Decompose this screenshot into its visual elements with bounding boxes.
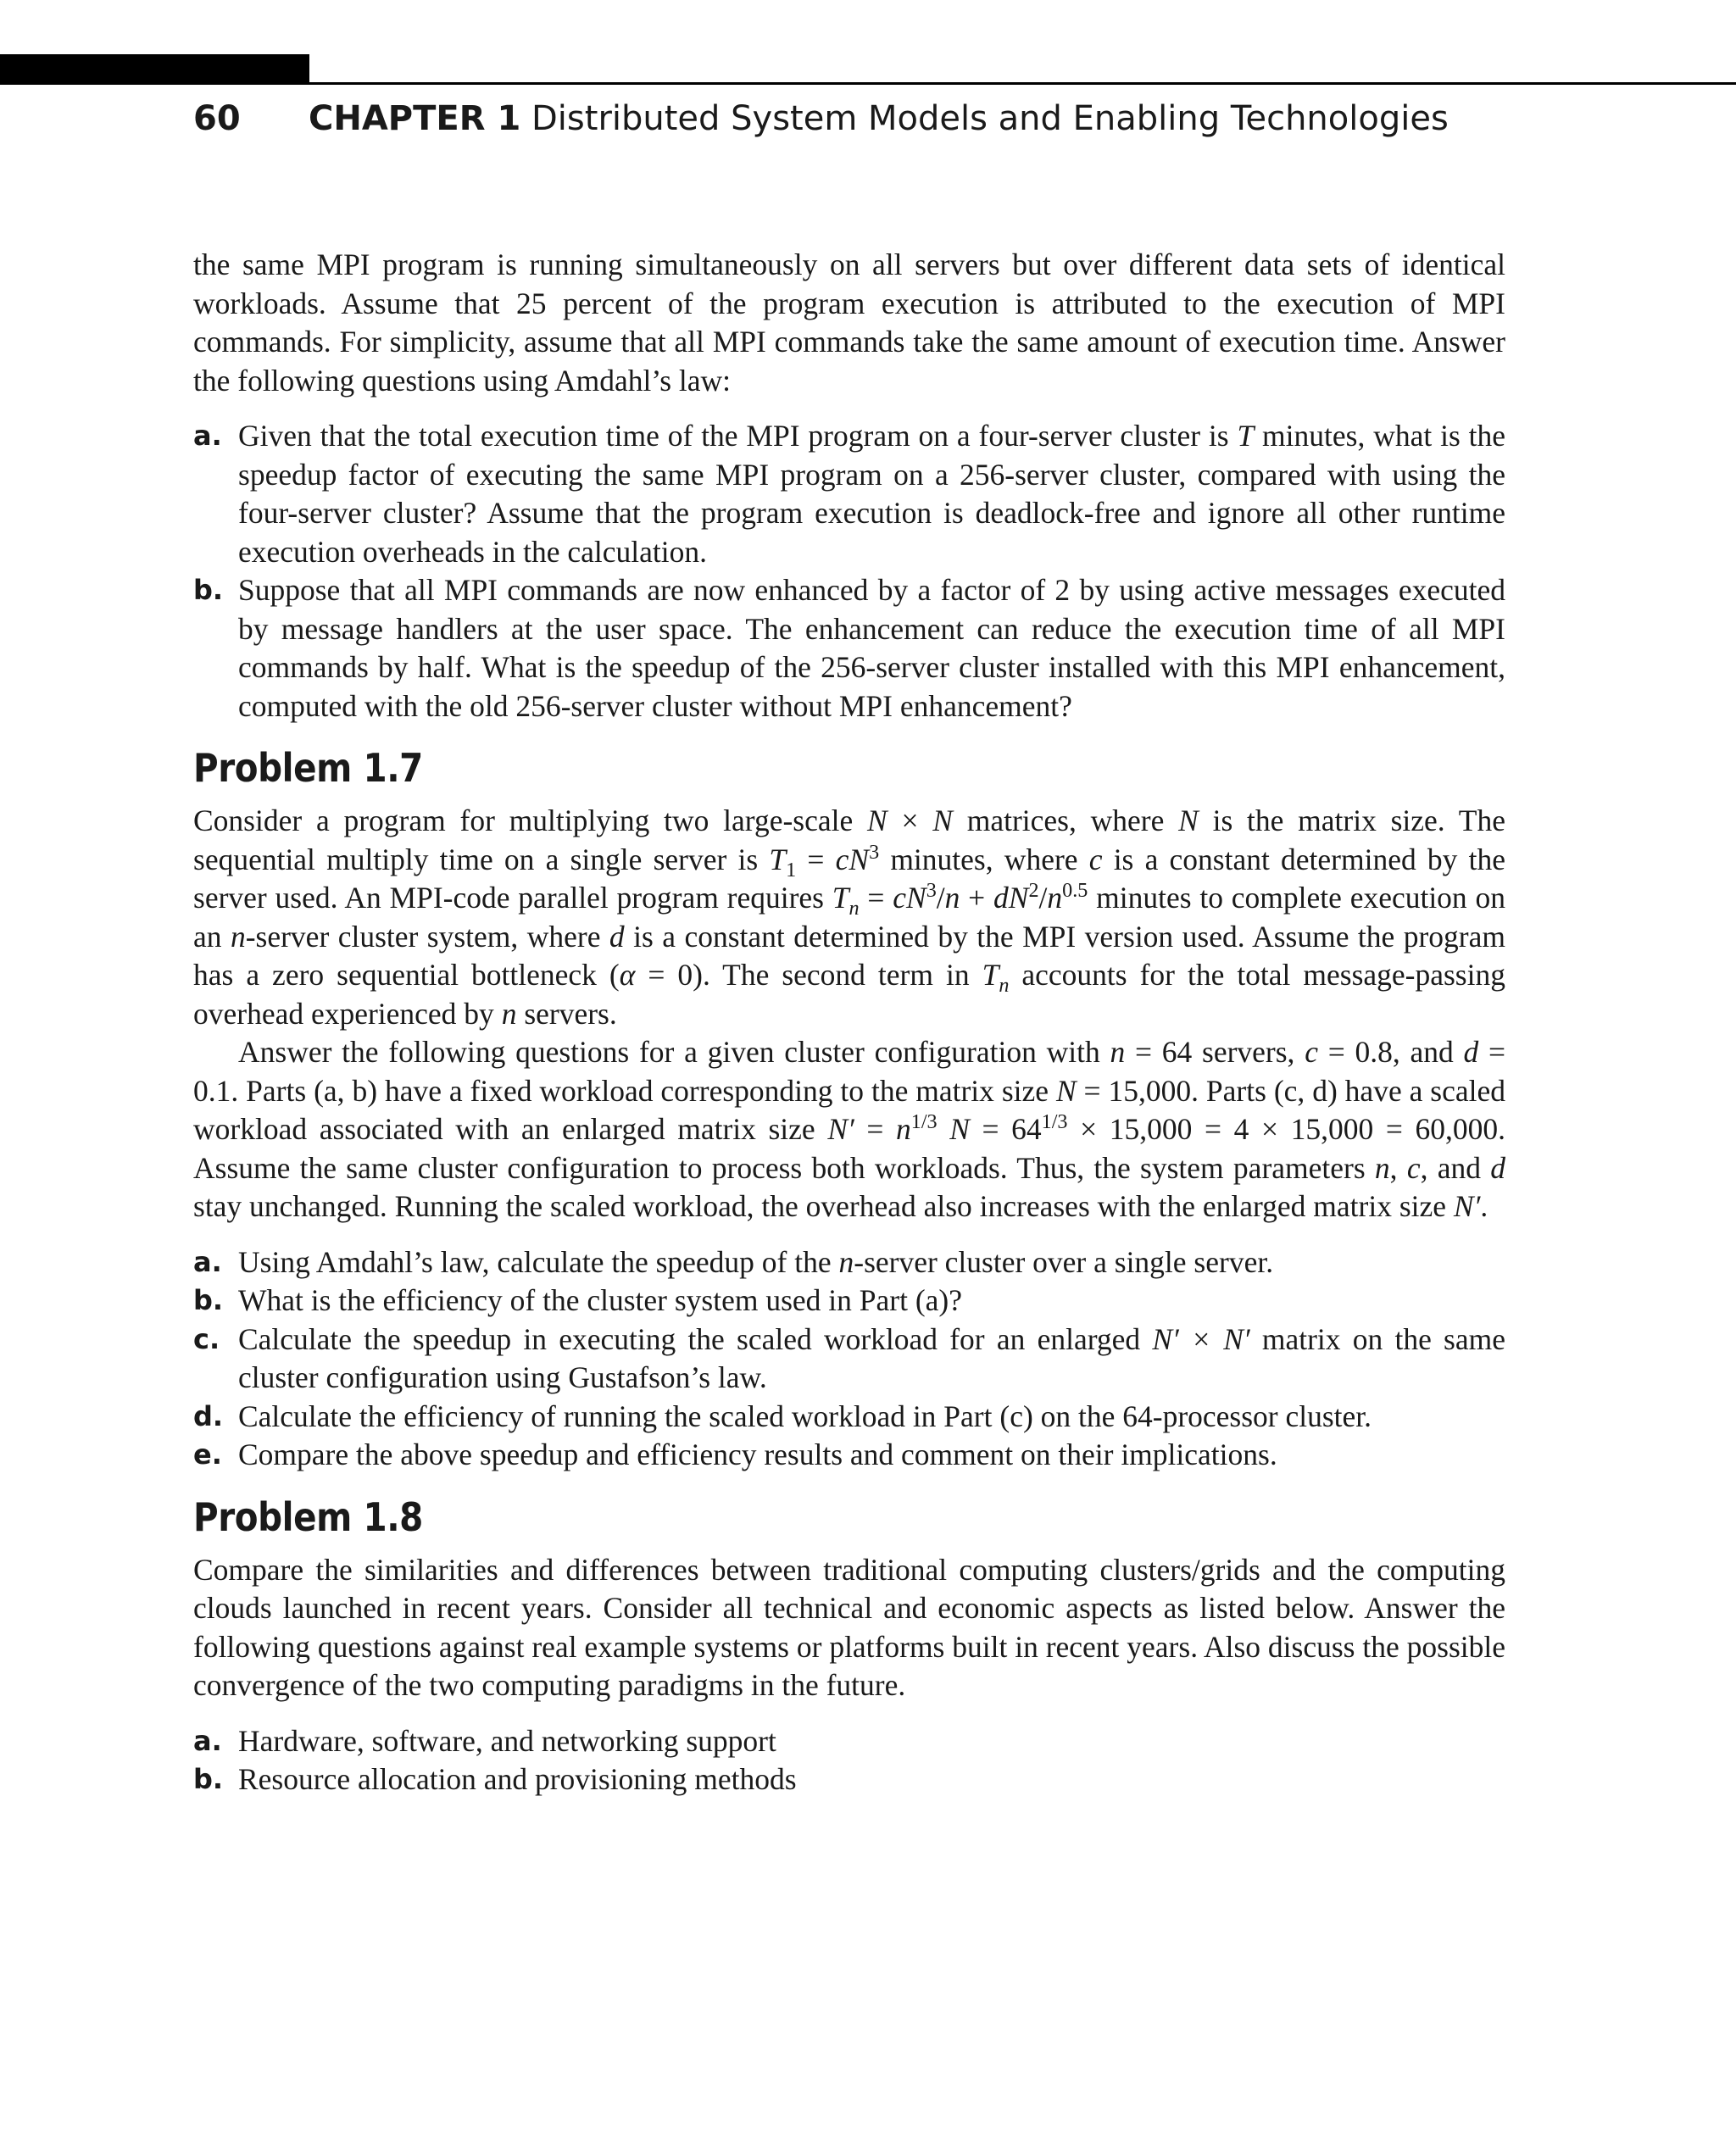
item-label: a. [193,1724,222,1757]
problem-1-7-question-a: a. Using Amdahl’s law, calculate the speedup of the n-server cluster over a single server. [193,1243,1505,1282]
page-number: 60 [193,99,241,138]
running-head [193,95,1449,142]
intro-question-b: b. Suppose that all MPI commands are now enhanced by a factor of 2 by using active messages executed by message handlers at the user space. The enhancement can reduce the execution time of all MPI commands by half. What is the speedup of the 256-server cluster installed with this MPI enhancement, computed with the old 256-server cluster without MPI enhancement? [193,573,1505,723]
intro-question-a: a. Given that the total execution time of the MPI program on a four-server cluster is T minutes, what is the speedup factor of executing the same MPI program on a 256-server cluster, compared with using the four-server cluster? Assume that the program execution is deadlock-free and ignore all other runtime execution overheads in the calculation. [193,419,1505,569]
problem-1-8-question-list [193,1722,1505,1799]
problem-1-8-paragraph: Compare the similarities and differences between traditional computing clusters/grids and the computing clouds launched in recent years. Consider all technical and economic aspects as listed below. Answer the following questions against real example systems or platforms built in recent years. Also discuss the possible convergence of the two computing paradigms in the future. [193,1552,1505,1702]
item-label: b. [193,1284,224,1316]
problem-1-7-paragraph-2: Answer the following questions for a given cluster configuration with n = 64 servers, c = 0.8, and d = 0.1. Parts (a, b) have a fixed workload corresponding to the matrix size N = 15,000. Parts (c, d) have a scaled workload associated with an enlarged matrix size $N' = n^{1/3}$ $N = 64^{1/3} \times 15,000 = 4 \times 15,000 = 60,000$. Assume the same cluster configuration to process both workloads. Thus, the system parameters n, c, and d stay unchanged. Running the scaled workload, the overhead also increases with the enlarged matrix size N′. [193,1035,1506,1223]
page-content [193,246,1505,1799]
chapter-label: CHAPTER 1 [309,99,521,138]
problem-1-8-heading: Problem 1.8 [193,1493,423,1540]
header-black-bar [0,54,309,85]
item-label: c. [193,1322,220,1355]
problem-1-7-question-e: e. Compare the above speedup and efficiency results and comment on their implications. [193,1436,1505,1475]
problem-1-7-question-d: d. Calculate the efficiency of running the scaled workload in Part (c) on the 64-processor cluster. [193,1398,1505,1437]
problem-1-7-question-c: c. Calculate the speedup in executing the scaled workload for an enlarged N′ × N′ matrix on the same cluster configuration using Gustafson’s law. [193,1321,1505,1394]
item-label: a. [193,1245,222,1278]
item-label: e. [193,1438,222,1471]
intro-paragraph: the same MPI program is running simultaneously on all servers but over different data sets of identical workloads. Assume that 25 percent of the program execution is attributed to the execution of MPI commands. For simplicity, assume that all MPI commands take the same amount of execution time. Answer the following questions using Amdahl’s law: [193,247,1505,398]
item-label: d. [193,1399,224,1432]
chapter-title: Distributed System Models and Enabling Technologies [531,99,1449,138]
intro-question-list [193,417,1505,726]
header-rule [0,82,1736,85]
problem-1-8-question-b: b. Resource allocation and provisioning methods [193,1760,1505,1799]
item-label: b. [193,574,224,606]
item-label: a. [193,420,222,452]
problem-1-7-question-list [193,1243,1505,1475]
problem-1-7-question-b: b. What is the efficiency of the cluster system used in Part (a)? [193,1282,1505,1321]
problem-1-8-question-a: a. Hardware, software, and networking support [193,1722,1505,1761]
problem-1-7-paragraph-1: Consider a program for multiplying two large-scale N × N matrices, where N is the matrix size. The sequential multiply time on a single server is $T_1 = cN^3$ minutes, where c is a constant determined by the server used. An MPI-code parallel program requires $T_n = cN^3/n + dN^2/n^{0.5}$ minutes to complete execution on an n-server cluster system, where d is a constant determined by the MPI version used. Assume the program has a zero sequential bottleneck (α = 0). The second term in $T_n$ accounts for the total message-passing overhead experienced by n servers. [193,804,1506,1031]
problem-1-7-heading: Problem 1.7 [193,745,423,791]
item-label: b. [193,1763,224,1795]
